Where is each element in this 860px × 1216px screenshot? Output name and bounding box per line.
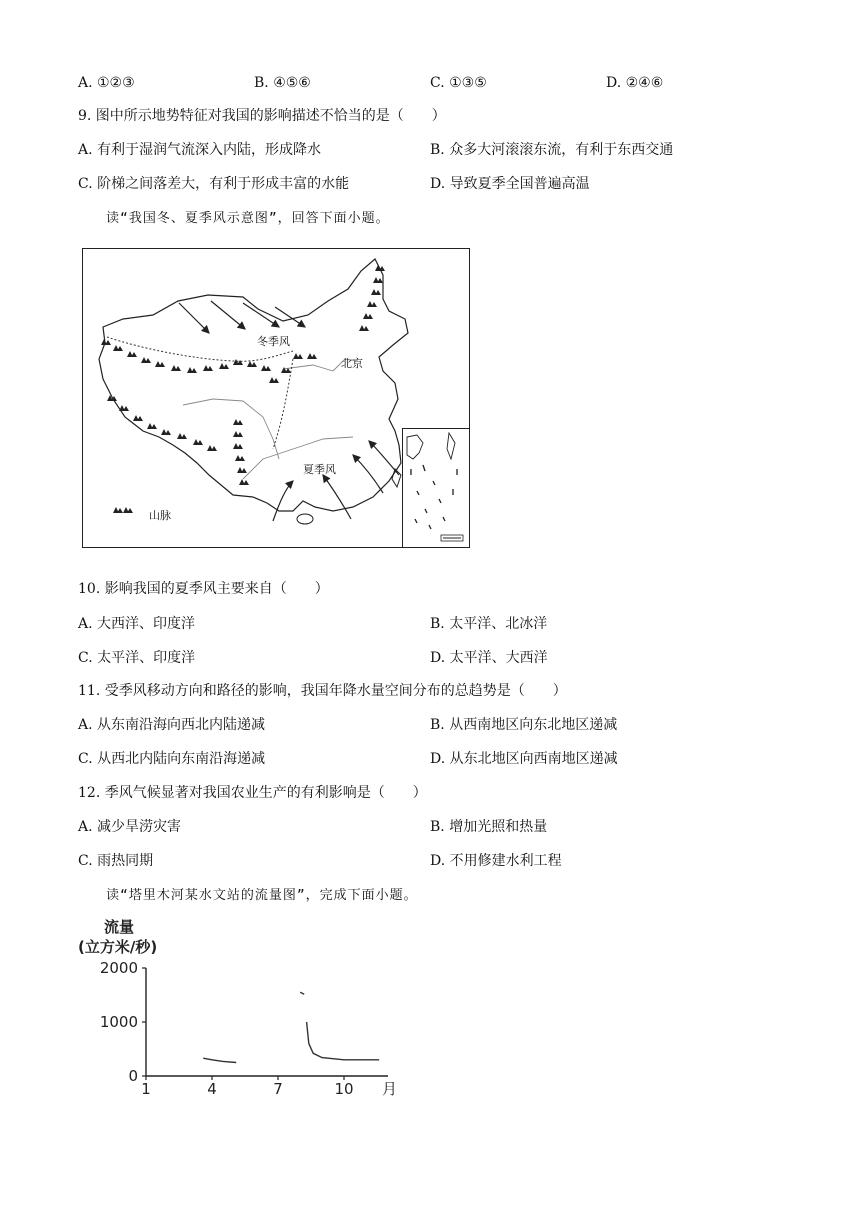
winter-monsoon-label: 冬季风 [257, 335, 290, 348]
q11-option-d: D. 从东北地区向西南地区递减 [430, 751, 618, 767]
q12-option-b: B. 增加光照和热量 [430, 819, 548, 835]
q9-option-b: B. 众多大河滚滚东流，有利于东西交通 [430, 142, 674, 158]
chart-series-line [203, 1058, 236, 1062]
map-intro: 读“我国冬、夏季风示意图”，回答下面小题。 [106, 211, 390, 226]
q9-option-a: A. 有利于湿润气流深入内陆，形成降水 [78, 142, 322, 158]
q10-option-a: A. 大西洋、印度洋 [78, 616, 196, 632]
q9-option-c: C. 阶梯之间落差大，有利于形成丰富的水能 [78, 176, 350, 192]
q12-option-a: A. 减少旱涝灾害 [78, 819, 182, 835]
mountain-range-south [107, 395, 249, 485]
q8-option-d: D. ②④⑥ [606, 75, 664, 91]
q12-option-d: D. 不用修建水利工程 [430, 853, 562, 869]
q9-option-d: D. 导致夏季全国普遍高温 [430, 176, 590, 192]
chart-y-tick-label: 0 [128, 1067, 138, 1085]
chart-series-line [307, 1022, 380, 1060]
summer-monsoon-label: 夏季风 [303, 463, 336, 476]
flow-chart [76, 918, 406, 1100]
winter-monsoon-arrows [179, 301, 305, 333]
q8-option-b: B. ④⑤⑥ [254, 75, 311, 91]
flow-chart-svg [76, 918, 406, 1100]
q9-stem: 9. 图中所示地势特征对我国的影响描述不恰当的是（ ） [78, 108, 446, 124]
q10-option-c: C. 太平洋、印度洋 [78, 650, 196, 666]
q11-option-c: C. 从西北内陆向东南沿海递减 [78, 751, 266, 767]
q10-option-b: B. 太平洋、北冰洋 [430, 616, 548, 632]
chart-ylabel-line2: (立方米/秒) [78, 938, 158, 956]
q8-option-c: C. ①③⑤ [430, 75, 487, 91]
south-china-sea-inset [402, 428, 470, 548]
q8-option-a: A. ①②③ [78, 75, 135, 91]
chart-x-tick-label: 10 [334, 1080, 354, 1098]
chart-x-tick-label: 7 [273, 1080, 283, 1098]
q11-option-b: B. 从西南地区向东北地区递减 [430, 717, 618, 733]
q12-stem: 12. 季风气候显著对我国农业生产的有利影响是（ ） [78, 785, 427, 801]
chart-y-tick-label: 2000 [99, 959, 138, 977]
q12-option-c: C. 雨热同期 [78, 853, 154, 869]
q10-option-d: D. 太平洋、大西洋 [430, 650, 548, 666]
q10-stem: 10. 影响我国的夏季风主要来自（ ） [78, 581, 329, 597]
monsoon-map [82, 248, 470, 548]
legend-mountain-label: 山脉 [149, 509, 171, 522]
q11-stem: 11. 受季风移动方向和路径的影响，我国年降水量空间分布的总趋势是（ ） [78, 683, 567, 699]
summer-monsoon-arrows [273, 441, 399, 521]
chart-peak-mark [300, 992, 304, 994]
inset-map [403, 429, 467, 545]
chart-x-tick-label: 4 [207, 1080, 217, 1098]
beijing-label: 北京 [341, 357, 363, 370]
chart-x-tick-label: 1 [141, 1080, 151, 1098]
chart-ylabel-line1: 流量 [104, 918, 135, 936]
legend-mountain-icon [113, 507, 133, 513]
chart-intro: 读“塔里木河某水文站的流量图”，完成下面小题。 [106, 888, 418, 903]
chart-y-tick-label: 1000 [99, 1013, 138, 1031]
chart-x-axis-label: 月 [382, 1080, 398, 1098]
mountain-range-northeast [359, 265, 385, 331]
q11-option-a: A. 从东南沿海向西北内陆递减 [78, 717, 266, 733]
